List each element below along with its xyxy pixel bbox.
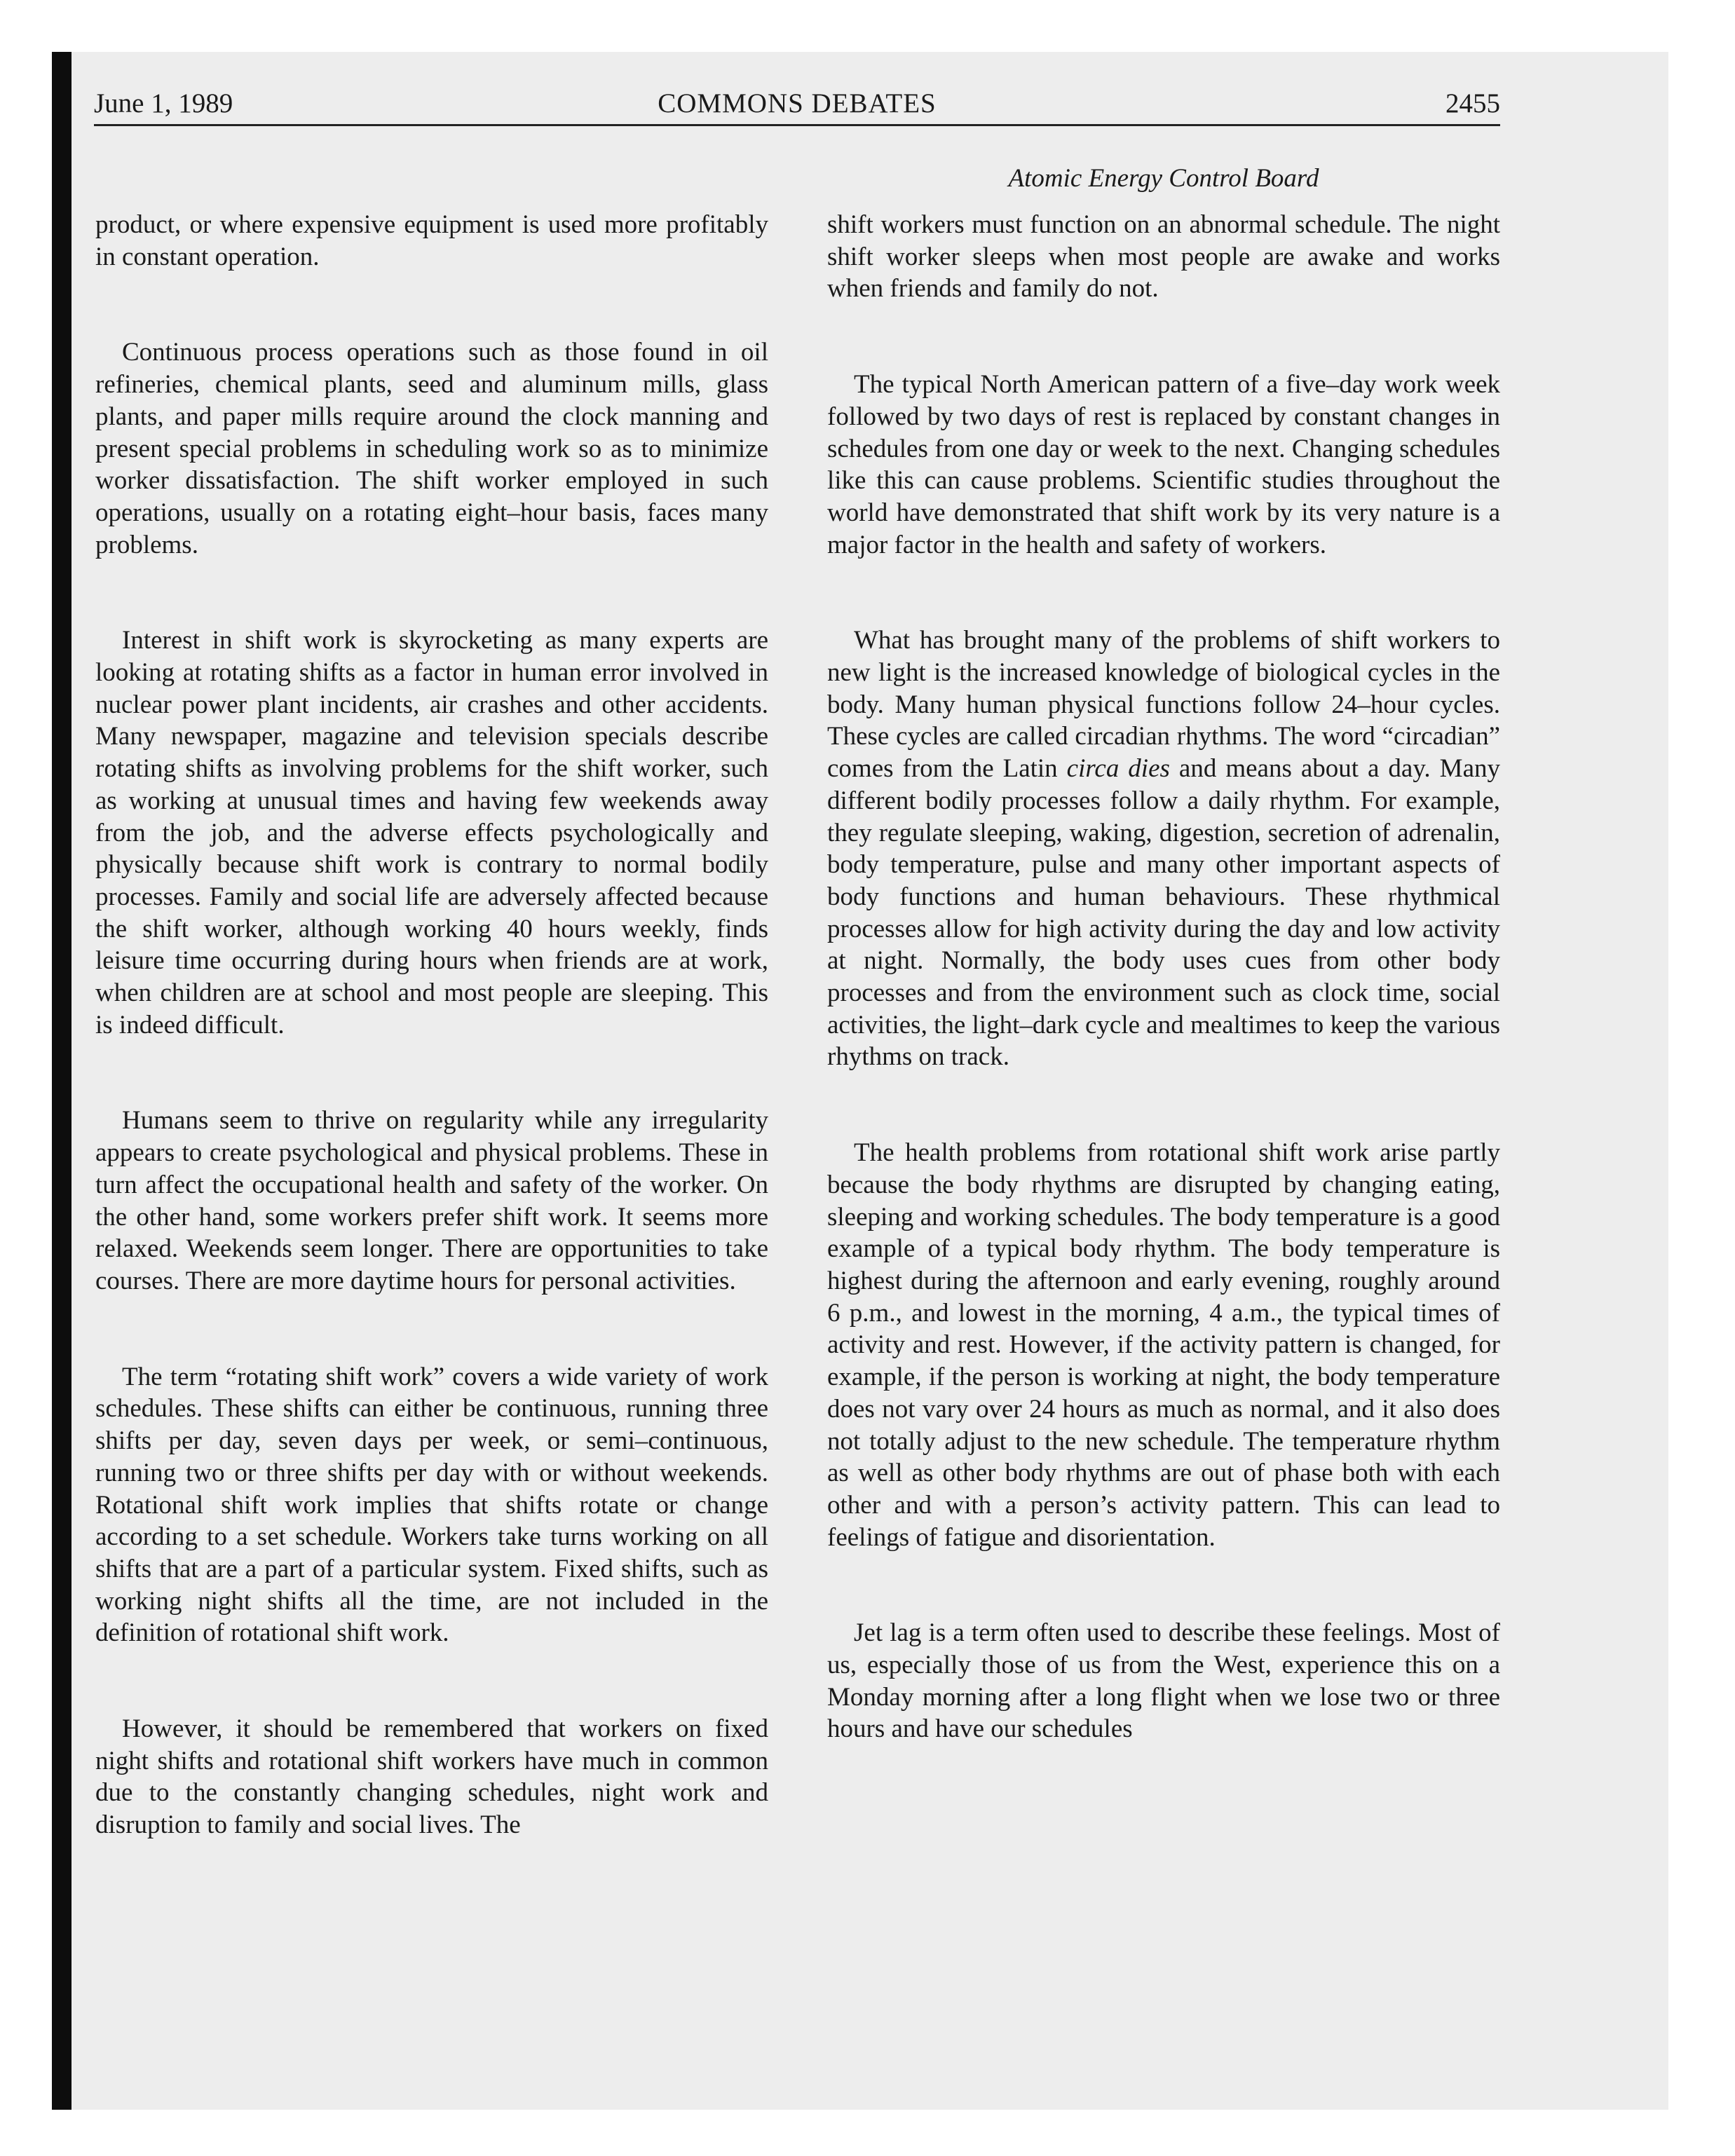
right-column (827, 209, 1500, 1745)
paragraph: product, or where expensive equipment is used more profitably in constant operation. (95, 210, 768, 271)
header-title: COMMONS DEBATES (658, 88, 937, 118)
paragraph: The term “rotating shift work” covers a wide variety of work schedules. These shifts can either be continuous, running three shifts per day, seven days per week, or semi–continuous, running two or three shifts per day with or without weekends. Rotational shift work implies that shifts rotate or change according to a set schedule. Workers take turns working on all shifts that are a part of a particular system. Fixed shifts, such as working night shifts all the time, are not included in the definition of rotational shift work. (95, 1362, 768, 1648)
paragraph: Interest in shift work is skyrocketing as many experts are looking at rotating shifts as a factor in human error involved in nuclear power plant incidents, air crashes and other accidents. Many newspaper, magazine and television specials describe rotating shifts as involving problems for the shift worker, such as working at unusual times and having few weekends away from the job, and the adverse effects psychologically and physically because shift work is contrary to normal bodily processes. Family and social life are adversely affected because the shift worker, although working 40 hours weekly, finds leisure time occurring during hours when friends are at work, when children are at school and most people are sleeping. This is indeed difficult. (95, 626, 768, 1039)
page-header (94, 83, 1500, 125)
paragraph-text: What has brought many of the problems of shift workers to new light is the increased knowledge of biological cycles in the body. Many human physical functions follow 24–hour cycles. These cycles are called circadian rhythms. The word “circadian” comes from the Latin (827, 626, 1500, 784)
left-column (95, 209, 768, 1841)
binding-edge (52, 52, 72, 2110)
latin-phrase: circa dies (1066, 754, 1170, 784)
paragraph: shift workers must function on an abnormal schedule. The night shift worker sleeps when most people are awake and works when friends and family do not. (827, 210, 1500, 303)
paragraph: The health problems from rotational shift work arise partly because the body rhythms are disrupted by changing eating, sleeping and working schedules. The body temperature is a good example of a typical body rhythm. The body temperature is highest during the afternoon and early evening, roughly around 6 p.m., and lowest in the morning, 4 a.m., the typical times of activity and rest. However, if the activity pattern is changed, for example, if the person is working at night, the body temperature does not vary over 24 hours as much as normal, and it also does not totally adjust to the new schedule. The temperature rhythm as well as other body rhythms are out of phase both with each other and with a person’s activity pattern. This can lead to feelings of fatigue and disorientation. (827, 1138, 1500, 1552)
header-date: June 1, 1989 (94, 88, 233, 118)
paragraph-text: and means about a day. Many different bodily processes follow a daily rhythm. For example, they regulate sleeping, waking, digestion, secretion of adrenalin, body temperature, pulse and many other important aspects of body functions and human behaviours. These rhythmical processes allow for high activity during the day and low activity at night. Normally, the body uses cues from other body processes and from the environment such as clock time, social activities, the light–dark cycle and mealtimes to keep the various rhythms on track. (827, 754, 1500, 1072)
paragraph: The typical North American pattern of a five–day work week followed by two days of rest is replaced by constant changes in schedules from one day or week to the next. Changing schedules like this can cause problems. Scientific studies throughout the world have demonstrated that shift work by its very nature is a major factor in the health and safety of workers. (827, 370, 1500, 559)
paragraph: Humans seem to thrive on regularity while any irregularity appears to create psychological and physical problems. These in turn affect the occupational health and safety of the worker. On the other hand, some workers prefer shift work. It seems more relaxed. Weekends seem longer. There are opportunities to take courses. There are more daytime hours for personal activities. (95, 1106, 768, 1295)
paragraph (827, 625, 1500, 1073)
paragraph: Jet lag is a term often used to describe these feelings. Most of us, especially those of us from the West, experience this on a Monday morning after a long flight when we lose two or three hours and have our schedules (827, 1618, 1500, 1744)
running-head: Atomic Energy Control Board (1008, 164, 1319, 193)
paragraph: However, it should be remembered that workers on fixed night shifts and rotational shift workers have much in common due to the constantly changing schedules, night work and disruption to family and social lives. The (95, 1714, 768, 1840)
paragraph: Continuous process operations such as those found in oil refineries, chemical plants, seed and aluminum mills, glass plants, and paper mills require around the clock manning and present special problems in scheduling work so as to minimize worker dissatisfaction. The shift worker employed in such operations, usually on a rotating eight–hour basis, faces many problems. (95, 338, 768, 559)
header-rule (94, 124, 1500, 126)
header-page-number: 2455 (1445, 88, 1500, 118)
